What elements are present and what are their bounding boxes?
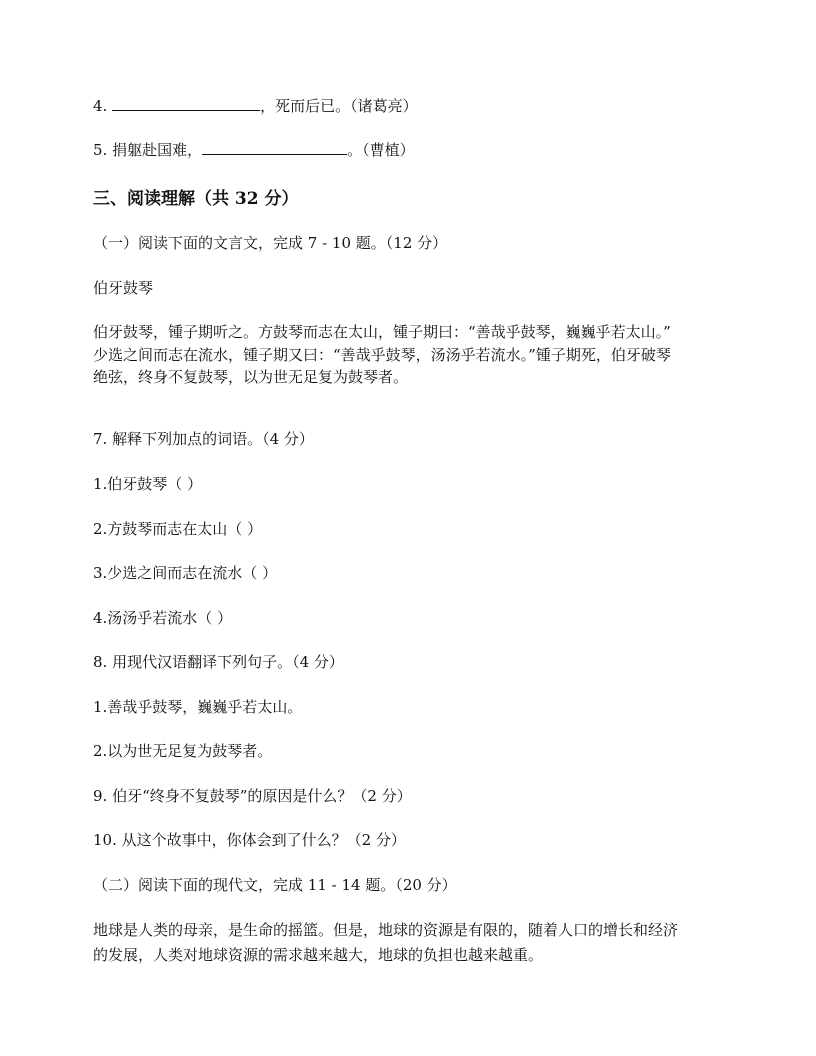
story-passage [93,321,733,389]
question-4-text: ，死而后已。（诸葛亮） [260,97,418,115]
question-7-item-1: 1.伯牙鼓琴（ ） [93,475,203,493]
answer-blank-5[interactable] [202,139,347,155]
question-4-fill-in [93,95,418,117]
question-4-number: 4. [93,97,108,115]
part-1-intro: （一）阅读下面的文言文，完成 7 - 10 题。（12 分） [93,234,448,252]
question-8: 8. 用现代汉语翻译下列句子。（4 分） [93,653,344,671]
story-line-2: 少选之间而志在流水，锺子期又曰：“善哉乎鼓琴，汤汤乎若流水。”锺子期死，伯牙破琴 [93,345,671,364]
question-8-item-2: 2.以为世无足复为鼓琴者。 [93,742,273,760]
question-5-text-tail: 。（曹植） [347,141,415,159]
question-7-item-3: 3.少选之间而志在流水（ ） [93,564,278,582]
story-line-1: 伯牙鼓琴，锺子期听之。方鼓琴而志在太山，锺子期曰：“善哉乎鼓琴，巍巍乎若太山。” [93,323,671,341]
part-2-intro: （二）阅读下面的现代文，完成 11 - 14 题。（20 分） [93,876,457,894]
modern-passage [93,918,733,968]
story-title: 伯牙鼓琴 [93,279,154,297]
question-7-item-2: 2.方鼓琴而志在太山（ ） [93,520,263,538]
question-5-text-head: 5. 捐躯赴国难， [93,141,203,159]
question-7-item-4: 4.汤汤乎若流水（ ） [93,609,233,627]
question-10: 10. 从这个故事中，你体会到了什么？（2 分） [93,831,406,849]
modern-line-1: 地球是人类的母亲，是生命的摇篮。但是，地球的资源是有限的，随着人口的增长和经济 [93,921,679,939]
question-5-fill-in [93,139,415,161]
section-heading-reading: 三、阅读理解（共 32 分） [93,189,299,209]
question-7: 7. 解释下列加点的词语。（4 分） [93,430,314,448]
question-8-item-1: 1.善哉乎鼓琴，巍巍乎若太山。 [93,698,303,716]
question-9: 9. 伯牙“终身不复鼓琴”的原因是什么？（2 分） [93,787,412,805]
answer-blank-4[interactable] [112,95,260,111]
modern-line-2: 的发展，人类对地球资源的需求越来越大，地球的负担也越来越重。 [93,946,544,964]
story-line-3: 绝弦，终身不复鼓琴，以为世无足复为鼓琴者。 [93,368,409,386]
